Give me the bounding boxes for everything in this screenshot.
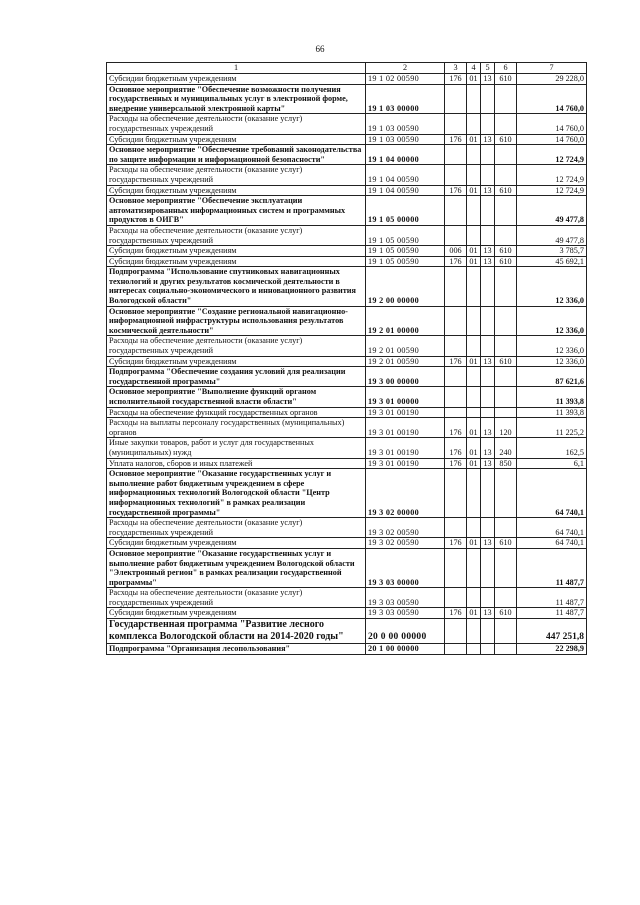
row-name: Субсидии бюджетным учреждениям <box>107 256 366 267</box>
row-ministry-code: 176 <box>445 438 467 458</box>
row-name: Расходы на обеспечение деятельности (оказание услуг) государственных учреждений <box>107 518 366 538</box>
row-subsection-code <box>481 336 495 356</box>
row-name: Субсидии бюджетным учреждениям <box>107 538 366 549</box>
row-expense-type <box>495 306 517 336</box>
row-ministry-code <box>445 225 467 245</box>
row-code: 19 3 03 00590 <box>366 608 445 619</box>
row-subsection-code <box>481 644 495 655</box>
row-amount: 12 336,0 <box>517 267 587 306</box>
row-subsection-code <box>481 619 495 644</box>
row-subsection-code: 13 <box>481 538 495 549</box>
column-header-4: 4 <box>467 63 481 74</box>
row-ministry-code: 176 <box>445 608 467 619</box>
row-name: Основное мероприятие "Обеспечение возможности получения государственных и муниципальных услуг в электронной форме, внедрение универсальной электронной карты" <box>107 84 366 114</box>
row-code: 19 3 03 00590 <box>366 588 445 608</box>
row-amount: 3 785,7 <box>517 246 587 257</box>
row-ministry-code <box>445 114 467 134</box>
row-code: 19 1 02 00590 <box>366 74 445 85</box>
row-amount: 22 298,9 <box>517 644 587 655</box>
row-code: 19 1 05 00590 <box>366 256 445 267</box>
row-code: 19 3 02 00590 <box>366 518 445 538</box>
row-section-code: 01 <box>467 356 481 367</box>
row-expense-type <box>495 407 517 418</box>
row-code: 19 3 01 00190 <box>366 438 445 458</box>
row-name: Подпрограмма "Использование спутниковых навигационных технологий и других результатов космической деятельности в интересах социально-экономического и инновационного развития Вологодской области" <box>107 267 366 306</box>
table-row <box>107 84 587 114</box>
row-expense-type: 850 <box>495 458 517 469</box>
row-ministry-code <box>445 267 467 306</box>
row-amount: 45 692,1 <box>517 256 587 267</box>
row-subsection-code <box>481 225 495 245</box>
row-section-code <box>467 267 481 306</box>
row-code: 19 3 01 00190 <box>366 458 445 469</box>
row-section-code <box>467 114 481 134</box>
row-expense-type: 610 <box>495 356 517 367</box>
row-code: 20 1 00 00000 <box>366 644 445 655</box>
row-amount: 12 336,0 <box>517 336 587 356</box>
table-row <box>107 367 587 387</box>
row-expense-type <box>495 145 517 165</box>
row-ministry-code <box>445 588 467 608</box>
header-row <box>107 63 587 74</box>
row-subsection-code: 13 <box>481 185 495 196</box>
row-name: Государственная программа "Развитие лесного комплекса Вологодской области на 2014-2020 годы" <box>107 619 366 644</box>
row-expense-type <box>495 165 517 185</box>
table-row <box>107 356 587 367</box>
row-section-code <box>467 165 481 185</box>
row-amount: 11 487,7 <box>517 608 587 619</box>
row-ministry-code: 176 <box>445 356 467 367</box>
row-subsection-code <box>481 114 495 134</box>
column-header-7: 7 <box>517 63 587 74</box>
row-amount: 11 393,8 <box>517 387 587 407</box>
row-section-code: 01 <box>467 538 481 549</box>
row-section-code: 01 <box>467 74 481 85</box>
row-expense-type <box>495 548 517 587</box>
row-expense-type: 610 <box>495 74 517 85</box>
row-subsection-code: 13 <box>481 134 495 145</box>
row-amount: 11 487,7 <box>517 548 587 587</box>
row-expense-type <box>495 336 517 356</box>
table-row <box>107 407 587 418</box>
row-code: 19 3 01 00190 <box>366 407 445 418</box>
row-section-code <box>467 84 481 114</box>
table-row <box>107 387 587 407</box>
row-subsection-code: 13 <box>481 458 495 469</box>
row-ministry-code: 176 <box>445 538 467 549</box>
row-expense-type: 610 <box>495 608 517 619</box>
row-amount: 12 336,0 <box>517 356 587 367</box>
row-amount: 12 724,9 <box>517 185 587 196</box>
row-code: 19 3 00 00000 <box>366 367 445 387</box>
row-section-code <box>467 588 481 608</box>
row-expense-type <box>495 518 517 538</box>
row-section-code: 01 <box>467 134 481 145</box>
row-amount: 14 760,0 <box>517 114 587 134</box>
table-row <box>107 306 587 336</box>
row-expense-type <box>495 267 517 306</box>
row-code: 19 1 03 00590 <box>366 114 445 134</box>
row-expense-type <box>495 469 517 518</box>
row-section-code: 01 <box>467 608 481 619</box>
row-amount: 447 251,8 <box>517 619 587 644</box>
table-row <box>107 134 587 145</box>
row-section-code <box>467 644 481 655</box>
row-ministry-code: 176 <box>445 256 467 267</box>
row-subsection-code <box>481 306 495 336</box>
row-name: Расходы на обеспечение функций государственных органов <box>107 407 366 418</box>
row-code: 19 3 01 00190 <box>366 418 445 438</box>
row-code: 19 1 04 00590 <box>366 165 445 185</box>
row-name: Субсидии бюджетным учреждениям <box>107 608 366 619</box>
row-expense-type <box>495 114 517 134</box>
row-ministry-code: 176 <box>445 134 467 145</box>
row-amount: 29 228,0 <box>517 74 587 85</box>
row-code: 19 1 05 00000 <box>366 196 445 226</box>
row-name: Субсидии бюджетным учреждениям <box>107 246 366 257</box>
row-ministry-code <box>445 145 467 165</box>
table-row <box>107 225 587 245</box>
row-name: Субсидии бюджетным учреждениям <box>107 134 366 145</box>
row-subsection-code <box>481 518 495 538</box>
row-subsection-code: 13 <box>481 356 495 367</box>
row-name: Подпрограмма "Организация лесопользования" <box>107 644 366 655</box>
row-subsection-code: 13 <box>481 256 495 267</box>
row-ministry-code <box>445 518 467 538</box>
row-amount: 49 477,8 <box>517 225 587 245</box>
row-amount: 6,1 <box>517 458 587 469</box>
row-name: Основное мероприятие "Выполнение функций органом исполнительной государственной власти области" <box>107 387 366 407</box>
row-subsection-code <box>481 548 495 587</box>
table-row <box>107 608 587 619</box>
column-header-3: 3 <box>445 63 467 74</box>
row-expense-type: 610 <box>495 134 517 145</box>
row-section-code: 01 <box>467 458 481 469</box>
row-name: Расходы на обеспечение деятельности (оказание услуг) государственных учреждений <box>107 588 366 608</box>
row-subsection-code: 13 <box>481 74 495 85</box>
row-amount: 64 740,1 <box>517 518 587 538</box>
column-header-6: 6 <box>495 63 517 74</box>
row-subsection-code <box>481 407 495 418</box>
row-subsection-code <box>481 387 495 407</box>
row-ministry-code <box>445 407 467 418</box>
row-code: 19 3 03 00000 <box>366 548 445 587</box>
budget-table <box>106 62 587 655</box>
row-expense-type <box>495 644 517 655</box>
row-section-code <box>467 548 481 587</box>
row-expense-type: 610 <box>495 538 517 549</box>
row-code: 19 3 02 00000 <box>366 469 445 518</box>
row-name: Расходы на обеспечение деятельности (оказание услуг) государственных учреждений <box>107 336 366 356</box>
row-ministry-code <box>445 548 467 587</box>
table-row <box>107 458 587 469</box>
page-number: 66 <box>315 44 325 54</box>
row-amount: 162,5 <box>517 438 587 458</box>
row-expense-type <box>495 225 517 245</box>
row-ministry-code <box>445 387 467 407</box>
row-amount: 12 724,9 <box>517 145 587 165</box>
table-row <box>107 165 587 185</box>
row-code: 19 1 05 00590 <box>366 225 445 245</box>
row-subsection-code <box>481 367 495 387</box>
row-section-code <box>467 518 481 538</box>
row-amount: 14 760,0 <box>517 84 587 114</box>
table-row <box>107 145 587 165</box>
row-ministry-code <box>445 196 467 226</box>
table-row <box>107 588 587 608</box>
row-section-code: 01 <box>467 185 481 196</box>
row-expense-type <box>495 387 517 407</box>
table-row <box>107 538 587 549</box>
row-code: 19 3 01 00000 <box>366 387 445 407</box>
row-amount: 12 336,0 <box>517 306 587 336</box>
row-amount: 11 393,8 <box>517 407 587 418</box>
table-row <box>107 438 587 458</box>
row-amount: 11 487,7 <box>517 588 587 608</box>
row-code: 19 2 01 00590 <box>366 356 445 367</box>
row-section-code <box>467 367 481 387</box>
row-section-code <box>467 469 481 518</box>
row-section-code <box>467 619 481 644</box>
row-ministry-code: 176 <box>445 185 467 196</box>
row-section-code <box>467 145 481 165</box>
row-amount: 87 621,6 <box>517 367 587 387</box>
row-name: Расходы на обеспечение деятельности (оказание услуг) государственных учреждений <box>107 114 366 134</box>
row-name: Основное мероприятие "Обеспечение эксплуатации автоматизированных информационных систем и программных продуктов в ОИГВ" <box>107 196 366 226</box>
row-expense-type: 610 <box>495 246 517 257</box>
row-name: Субсидии бюджетным учреждениям <box>107 74 366 85</box>
column-header-1: 1 <box>107 63 366 74</box>
row-name: Расходы на обеспечение деятельности (оказание услуг) государственных учреждений <box>107 225 366 245</box>
row-name: Основное мероприятие "Оказание государственных услуг и выполнение работ бюджетным учреждением в сфере информационных технологий Вологодской области "Центр информационных технологий" в рамках реализации государственной программы" <box>107 469 366 518</box>
table-row <box>107 196 587 226</box>
table-row <box>107 644 587 655</box>
row-code: 19 1 05 00590 <box>366 246 445 257</box>
row-ministry-code: 176 <box>445 418 467 438</box>
row-section-code: 01 <box>467 418 481 438</box>
table-row <box>107 256 587 267</box>
row-ministry-code <box>445 619 467 644</box>
table-row <box>107 74 587 85</box>
row-code: 19 2 01 00590 <box>366 336 445 356</box>
table-row <box>107 518 587 538</box>
row-section-code <box>467 196 481 226</box>
row-code: 19 1 04 00000 <box>366 145 445 165</box>
table-body <box>107 74 587 655</box>
row-name: Расходы на обеспечение деятельности (оказание услуг) государственных учреждений <box>107 165 366 185</box>
table-row <box>107 114 587 134</box>
row-expense-type <box>495 196 517 226</box>
row-name: Расходы на выплаты персоналу государственных (муниципальных) органов <box>107 418 366 438</box>
table-row <box>107 267 587 306</box>
row-ministry-code: 006 <box>445 246 467 257</box>
row-expense-type <box>495 84 517 114</box>
row-expense-type: 240 <box>495 438 517 458</box>
row-expense-type: 610 <box>495 185 517 196</box>
row-amount: 14 760,0 <box>517 134 587 145</box>
row-amount: 64 740,1 <box>517 538 587 549</box>
row-ministry-code: 176 <box>445 74 467 85</box>
row-code: 19 3 02 00590 <box>366 538 445 549</box>
row-ministry-code <box>445 165 467 185</box>
row-name: Субсидии бюджетным учреждениям <box>107 185 366 196</box>
row-name: Уплата налогов, сборов и иных платежей <box>107 458 366 469</box>
column-header-2: 2 <box>366 63 445 74</box>
row-code: 20 0 00 00000 <box>366 619 445 644</box>
row-code: 19 1 04 00590 <box>366 185 445 196</box>
row-code: 19 1 03 00590 <box>366 134 445 145</box>
row-name: Иные закупки товаров, работ и услуг для государственных (муниципальных) нужд <box>107 438 366 458</box>
row-section-code <box>467 306 481 336</box>
row-section-code: 01 <box>467 256 481 267</box>
row-subsection-code: 13 <box>481 608 495 619</box>
row-ministry-code <box>445 469 467 518</box>
row-ministry-code <box>445 336 467 356</box>
row-ministry-code <box>445 84 467 114</box>
row-name: Основное мероприятие "Оказание государственных услуг и выполнение работ бюджетным учреждением Вологодской области "Электронный регион" в рамках реализации государственной программы" <box>107 548 366 587</box>
row-ministry-code <box>445 306 467 336</box>
row-subsection-code <box>481 196 495 226</box>
row-name: Подпрограмма "Обеспечение создания условий для реализации государственной программы" <box>107 367 366 387</box>
row-expense-type <box>495 619 517 644</box>
table-row <box>107 548 587 587</box>
row-ministry-code <box>445 367 467 387</box>
table-row <box>107 246 587 257</box>
row-expense-type: 120 <box>495 418 517 438</box>
row-expense-type <box>495 367 517 387</box>
row-subsection-code <box>481 84 495 114</box>
row-name: Основное мероприятие "Обеспечение требований законодательства по защите информации и информационной безопасности" <box>107 145 366 165</box>
row-section-code <box>467 387 481 407</box>
table-row <box>107 619 587 644</box>
row-section-code: 01 <box>467 438 481 458</box>
column-header-5: 5 <box>481 63 495 74</box>
row-name: Основное мероприятие "Создание региональной навигационно-информационной инфраструктуры использования результатов космической деятельности" <box>107 306 366 336</box>
table-row <box>107 185 587 196</box>
row-ministry-code: 176 <box>445 458 467 469</box>
row-section-code <box>467 336 481 356</box>
row-code: 19 2 01 00000 <box>366 306 445 336</box>
row-section-code: 01 <box>467 246 481 257</box>
row-amount: 12 724,9 <box>517 165 587 185</box>
row-section-code <box>467 407 481 418</box>
row-code: 19 2 00 00000 <box>366 267 445 306</box>
row-subsection-code: 13 <box>481 438 495 458</box>
row-expense-type: 610 <box>495 256 517 267</box>
row-subsection-code <box>481 267 495 306</box>
row-subsection-code <box>481 469 495 518</box>
table-row <box>107 336 587 356</box>
row-subsection-code <box>481 145 495 165</box>
row-section-code <box>467 225 481 245</box>
row-name: Субсидии бюджетным учреждениям <box>107 356 366 367</box>
row-amount: 49 477,8 <box>517 196 587 226</box>
row-subsection-code: 13 <box>481 418 495 438</box>
row-subsection-code: 13 <box>481 246 495 257</box>
row-subsection-code <box>481 588 495 608</box>
row-code: 19 1 03 00000 <box>366 84 445 114</box>
row-amount: 11 225,2 <box>517 418 587 438</box>
row-expense-type <box>495 588 517 608</box>
row-ministry-code <box>445 644 467 655</box>
row-amount: 64 740,1 <box>517 469 587 518</box>
row-subsection-code <box>481 165 495 185</box>
table-row <box>107 469 587 518</box>
table-row <box>107 418 587 438</box>
